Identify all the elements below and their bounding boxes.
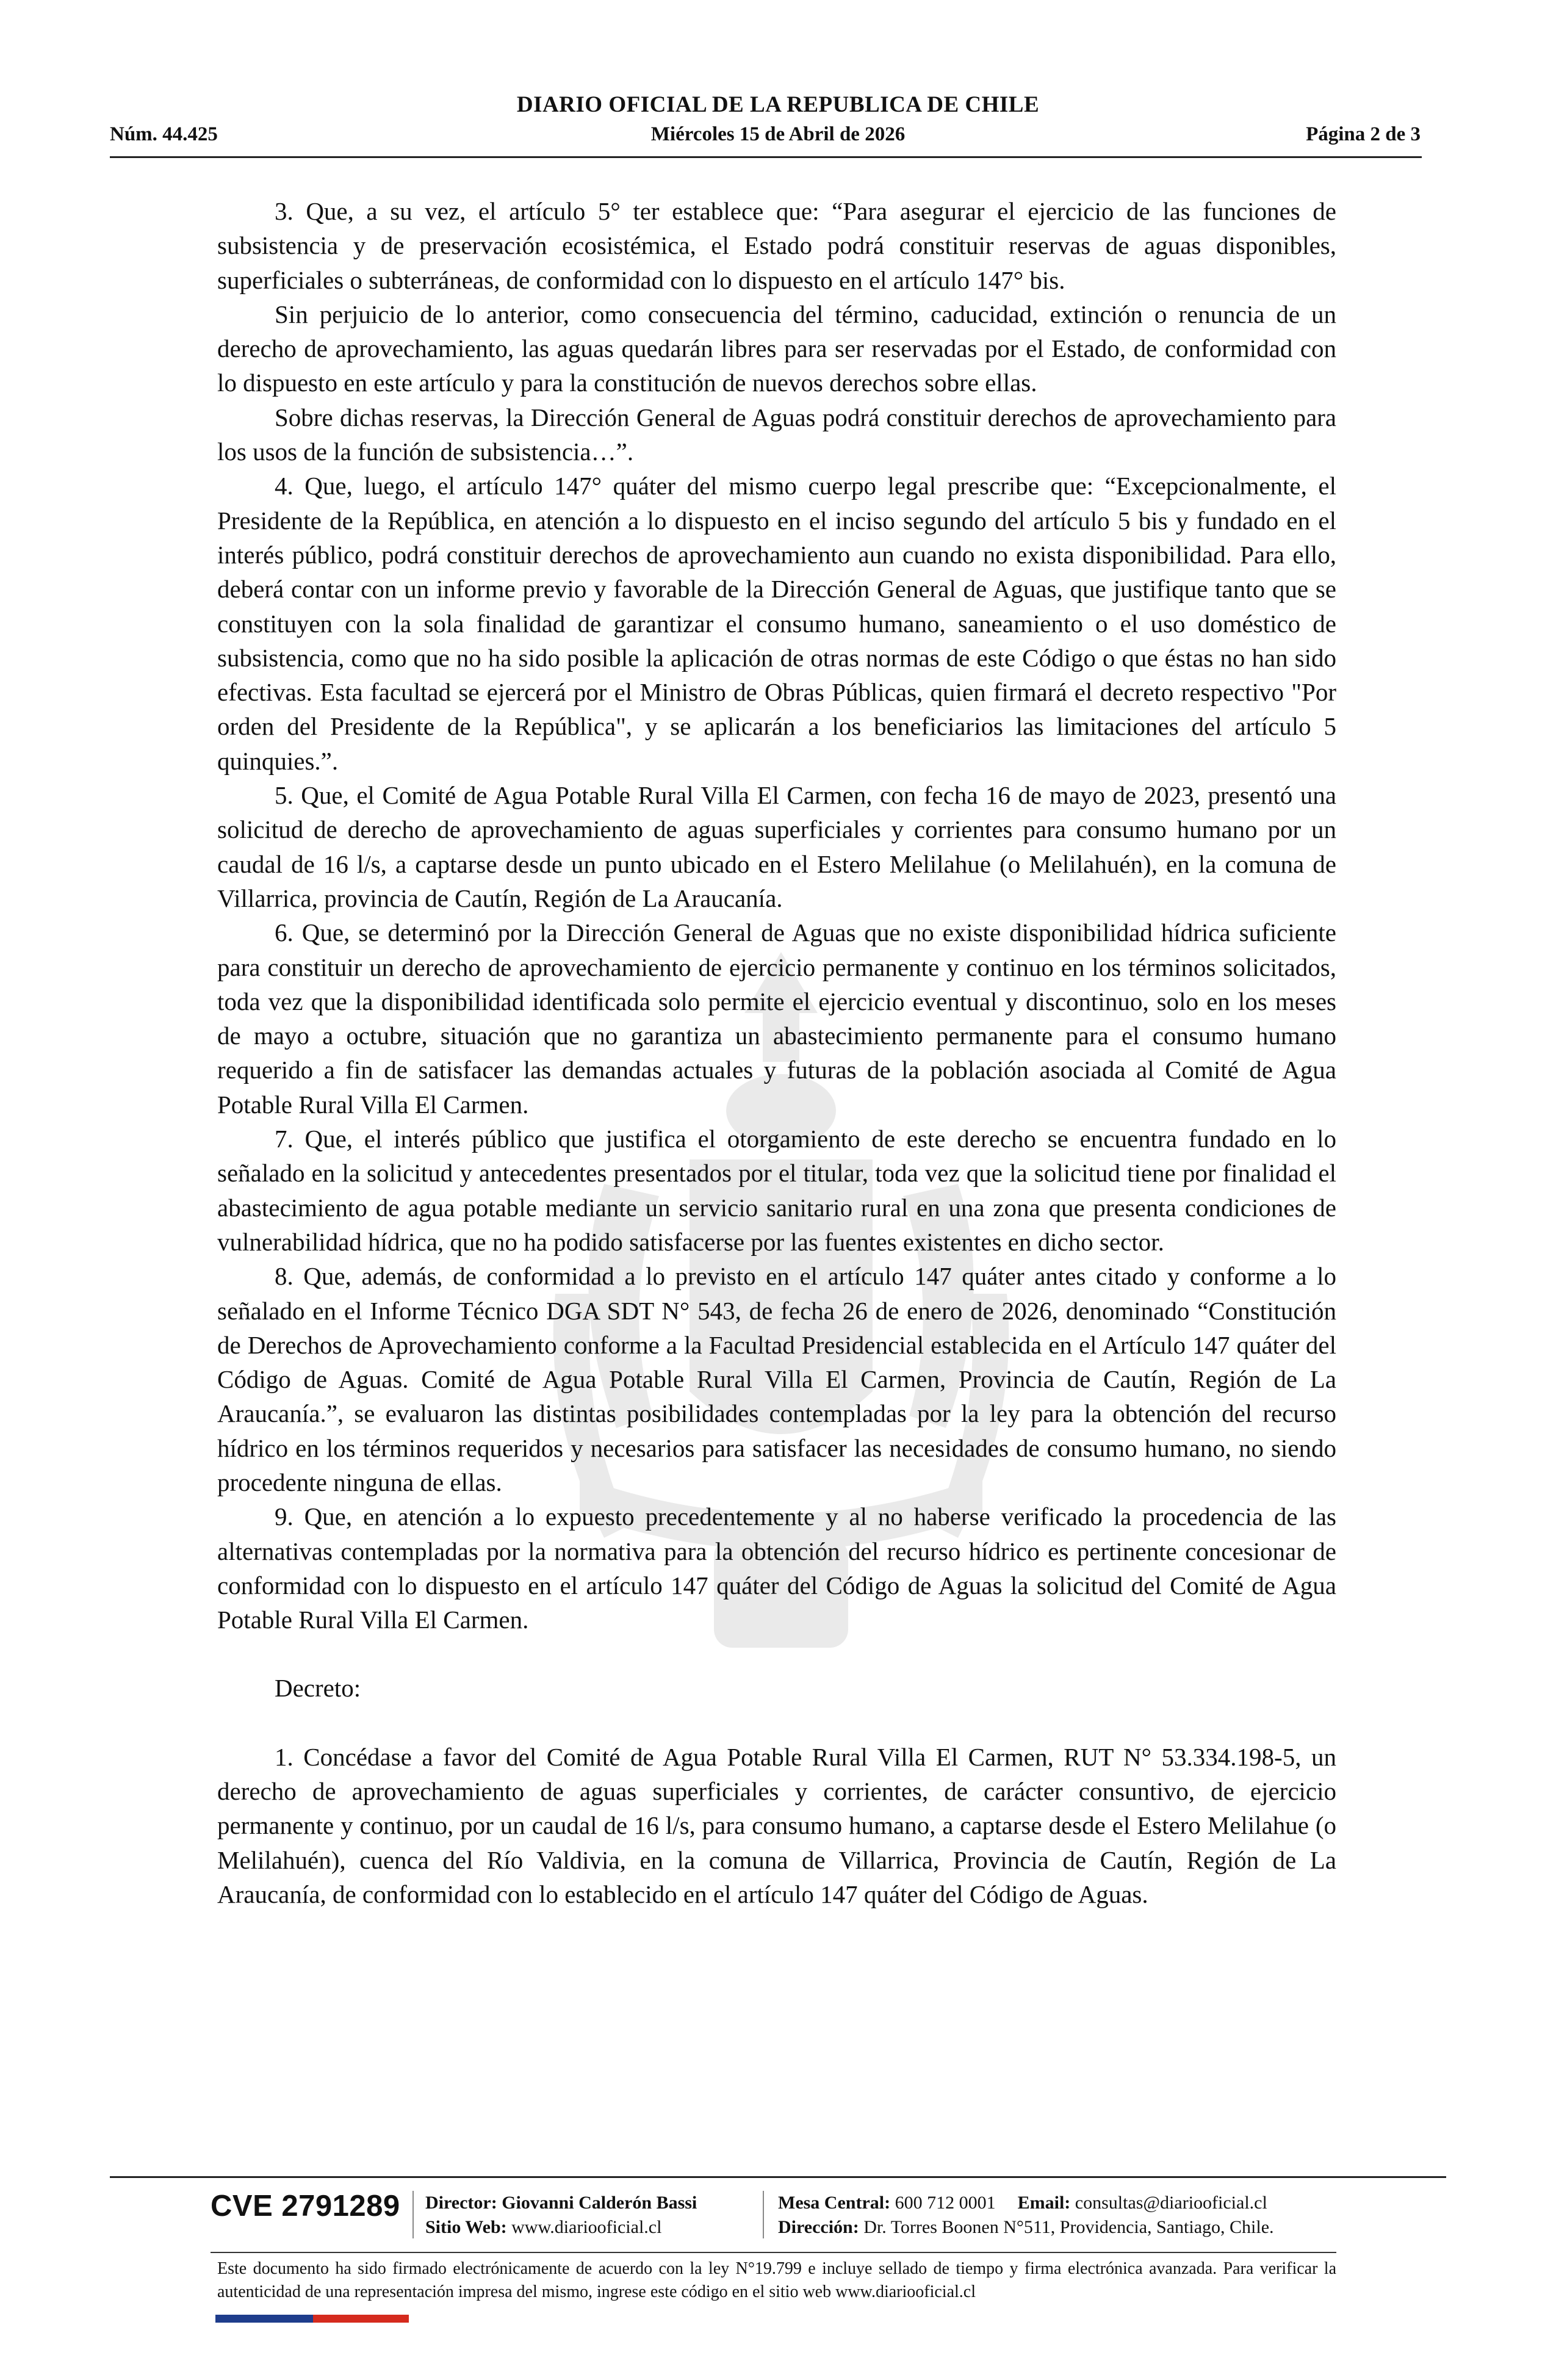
header-divider (110, 156, 1422, 158)
email-link[interactable]: consultas@diariooficial.cl (1075, 2193, 1267, 2213)
body-paragraph: 9. Que, en atención a lo expuesto precedentemente y al no haberse verificado la procedencia de las alternativas contempladas por la normativa para la obtención del recurso hídrico es pertinente concesionar de conformidad con lo dispuesto en el artículo 147 quáter del Código de Aguas la solicitud del Comité de Agua Potable Rural Villa El Carmen. (217, 1502, 1336, 1634)
flag-stripe-red (313, 2315, 409, 2323)
issue-date: Miércoles 15 de Abril de 2026 (650, 123, 906, 145)
body-paragraph: Sin perjuicio de lo anterior, como consecuencia del término, caducidad, extinción o renuncia de un derecho de aprovechamiento, las aguas quedarán libres para ser reservadas por el Estado, de conformidad con lo dispuesto en este artículo y para la constitución de nuevos derechos sobre ellas. (217, 300, 1336, 397)
website-label: Sitio Web: (425, 2217, 507, 2237)
decree-heading: Decreto: (275, 1674, 361, 1703)
flag-stripe-blue (215, 2315, 313, 2323)
body-paragraph: 6. Que, se determinó por la Dirección General de Aguas que no existe disponibilidad hídrica suficiente para constituir un derecho de aprovechamiento de ejercicio permanente y continuo en los términos solicitados, toda vez que la disponibilidad identificada solo permite el ejercicio eventual y discontinuo, solo en los meses de mayo a octubre, situación que no garantiza un abastecimiento permanente para el consumo humano requerido a fin de satisfacer las demandas actuales y futuras de la población asociada al Comité de Agua Potable Rural Villa El Carmen. (217, 918, 1336, 1119)
website-link[interactable]: www.diariooficial.cl (511, 2217, 662, 2237)
footer-separator (763, 2191, 764, 2238)
footer-director-block (425, 2191, 697, 2240)
cve-code: CVE 2791289 (211, 2190, 400, 2223)
director-name: Giovanni Calderón Bassi (502, 2193, 697, 2213)
mesa-label: Mesa Central: (778, 2193, 891, 2213)
footer-separator (412, 2191, 414, 2238)
footer-inner-divider (211, 2252, 1336, 2253)
page-indicator: Página 2 de 3 (1306, 123, 1421, 145)
body-paragraph: 7. Que, el interés público que justifica el otorgamiento de este derecho se encuentra fundado en lo señalado en la solicitud y antecedentes presentados por el titular, toda vez que la solicitud tiene por finalidad el abastecimiento de agua potable mediante un servicio sanitario rural en una zona que presenta condiciones de vulnerabilidad hídrica, que no ha podido satisfacerse por las fuentes existentes en dicho sector. (217, 1125, 1336, 1256)
newspaper-title: DIARIO OFICIAL DE LA REPUBLICA DE CHILE (516, 92, 1040, 117)
email-label: Email: (1017, 2193, 1071, 2213)
body-paragraph: 3. Que, a su vez, el artículo 5° ter establece que: “Para asegurar el ejercicio de las funciones de subsistencia y de preservación ecosistémica, el Estado podrá constituir reservas de aguas disponibles, superficiales o subterráneas, de conformidad con lo dispuesto en el artículo 147° bis. (217, 197, 1336, 294)
body-paragraph: Sobre dichas reservas, la Dirección General de Aguas podrá constituir derechos de aprovechamiento para los usos de la función de subsistencia…”. (217, 403, 1336, 466)
director-label: Director: (425, 2193, 497, 2213)
document-body (217, 194, 1336, 1911)
decree-paragraph: 1. Concédase a favor del Comité de Agua Potable Rural Villa El Carmen, RUT N° 53.334.198-5, un derecho de aprovechamiento de aguas superficiales y corrientes, de carácter consuntivo, de ejercicio permanente y continuo, por un caudal de 16 l/s, para consumo humano, a captarse desde el Estero Melilahue (o Melilahuén), cuenca del Río Valdivia, en la comuna de Villarrica, Provincia de Cautín, Región de La Araucanía, de conformidad con lo establecido en el artículo 147 quáter del Código de Aguas. (217, 1742, 1336, 1908)
address-text: Dr. Torres Boonen N°511, Providencia, Santiago, Chile. (863, 2217, 1274, 2237)
signature-notice: Este documento ha sido firmado electrónicamente de acuerdo con la ley N°19.799 e incluye sellado de tiempo y firma electrónica avanzada. Para verificar la autenticidad de una representación impresa del mismo, ingrese este código en el sitio web www.diariooficial.cl (217, 2259, 1336, 2301)
footer-contact-block (778, 2191, 1274, 2240)
address-label: Dirección: (778, 2217, 859, 2237)
body-paragraph: 5. Que, el Comité de Agua Potable Rural Villa El Carmen, con fecha 16 de mayo de 2023, presentó una solicitud de derecho de aprovechamiento de aguas superficiales y corrientes para consumo humano por un caudal de 16 l/s, a captarse desde un punto ubicado en el Estero Melilahue (o Melilahuén), en la comuna de Villarrica, provincia de Cautín, Región de La Araucanía. (217, 781, 1336, 912)
issue-number: Núm. 44.425 (110, 123, 218, 145)
mesa-phone: 600 712 0001 (895, 2193, 996, 2213)
body-paragraph: 8. Que, además, de conformidad a lo previsto en el artículo 147 quáter antes citado y conforme a lo señalado en el Informe Técnico DGA SDT N° 543, de fecha 26 de enero de 2026, denominado “Constitución de Derechos de Aprovechamiento conforme a la Facultad Presidencial establecida en el Artículo 147 quáter del Código de Aguas. Comité de Agua Potable Rural Villa El Carmen, Provincia de Cautín, Región de La Araucanía.”, se evaluaron las distintas posibilidades contempladas por la ley para la obtención del recurso hídrico en los términos requeridos y necesarios para satisfacer las necesidades de consumo humano, no siendo procedente ninguna de ellas. (217, 1262, 1336, 1496)
footer-divider (110, 2176, 1446, 2178)
body-paragraph: 4. Que, luego, el artículo 147° quáter del mismo cuerpo legal prescribe que: “Excepcionalmente, el Presidente de la República, en atención a lo dispuesto en el inciso segundo del artículo 5 bis y fundado en el interés público, podrá constituir derechos de aprovechamiento aun cuando no exista disponibilidad. Para ello, deberá contar con un informe previo y favorable de la Dirección General de Aguas, que justifique tanto que se constituyen con la sola finalidad de garantizar el consumo humano, saneamiento o el uso doméstico de subsistencia, como que no ha sido posible la aplicación de otras normas de este Código o que éstas no han sido efectivas. Esta facultad se ejercerá por el Ministro de Obras Públicas, quien firmará el decreto respectivo "Por orden del Presidente de la República", y se aplicarán a los beneficiarios las limitaciones del artículo 5 quinquies.”. (217, 472, 1336, 775)
